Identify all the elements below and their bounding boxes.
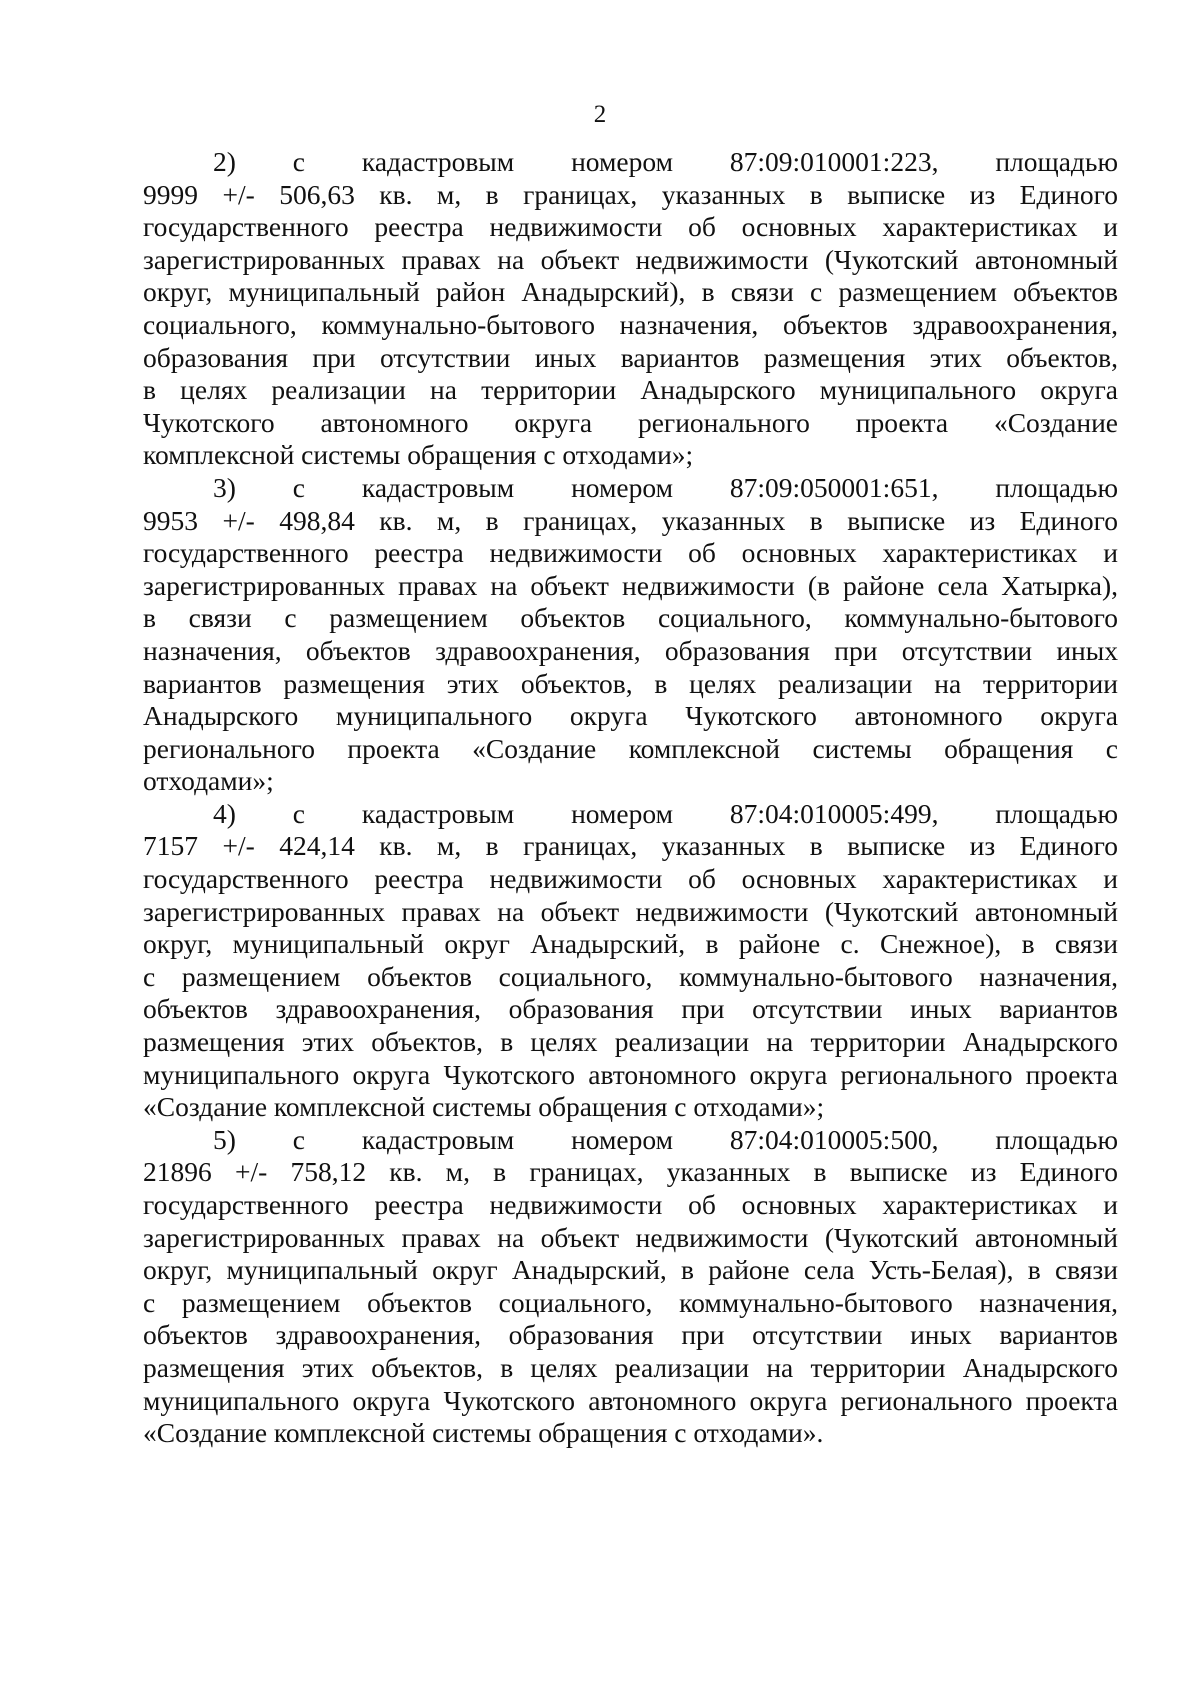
text-line: 4) с кадастровым номером 87:04:010005:499, площадью xyxy=(213,797,1118,829)
text-line: Чукотского автономного округа регионального проекта «Создание xyxy=(143,406,1118,438)
text-line: округ, муниципальный округ Анадырский, в районе села Усть-Белая), в связи xyxy=(143,1254,1118,1286)
text-line: в связи с размещением объектов социального, коммунально-бытового xyxy=(143,602,1118,634)
text-line: государственного реестра недвижимости об основных характеристиках и xyxy=(143,537,1118,569)
text-line: с размещением объектов социального, коммунально-бытового назначения, xyxy=(143,960,1118,992)
text-line: с размещением объектов социального, коммунально-бытового назначения, xyxy=(143,1286,1118,1318)
text-line: «Создание комплексной системы обращения с отходами»; xyxy=(143,1091,825,1123)
text-line: зарегистрированных правах на объект недвижимости (Чукотский автономный xyxy=(143,243,1118,275)
list-item-2 xyxy=(143,146,1118,472)
text-line: округ, муниципальный район Анадырский), в связи с размещением объектов xyxy=(143,276,1118,308)
text-line: 2) с кадастровым номером 87:09:010001:223, площадью xyxy=(213,146,1118,177)
text-line: регионального проекта «Создание комплексной системы обращения с xyxy=(143,732,1118,764)
text-line: 7157 +/- 424,14 кв. м, в границах, указанных в выписке из Единого xyxy=(143,830,1118,862)
text-line: округ, муниципальный округ Анадырский, в районе с. Снежное), в связи xyxy=(143,928,1118,960)
text-line: в целях реализации на территории Анадырского муниципального округа xyxy=(143,374,1118,406)
text-line: «Создание комплексной системы обращения с отходами». xyxy=(143,1417,824,1449)
text-line: отходами»; xyxy=(143,765,274,797)
text-line: размещения этих объектов, в целях реализации на территории Анадырского xyxy=(143,1026,1118,1058)
text-line: объектов здравоохранения, образования при отсутствии иных вариантов xyxy=(143,993,1118,1025)
text-line: объектов здравоохранения, образования при отсутствии иных вариантов xyxy=(143,1319,1118,1351)
text-line: 9953 +/- 498,84 кв. м, в границах, указанных в выписке из Единого xyxy=(143,504,1118,536)
text-line: 9999 +/- 506,63 кв. м, в границах, указанных в выписке из Единого xyxy=(143,178,1118,210)
text-line: Анадырского муниципального округа Чукотского автономного округа xyxy=(143,700,1118,732)
text-line: зарегистрированных правах на объект недвижимости (Чукотский автономный xyxy=(143,1221,1118,1253)
page-number: 2 xyxy=(593,101,607,128)
text-line: образования при отсутствии иных вариантов размещения этих объектов, xyxy=(143,341,1118,373)
text-line: 5) с кадастровым номером 87:04:010005:500, площадью xyxy=(213,1123,1118,1155)
text-line: зарегистрированных правах на объект недвижимости (в районе села Хатырка), xyxy=(143,569,1118,601)
text-line: комплексной системы обращения с отходами»; xyxy=(143,439,694,471)
text-line: вариантов размещения этих объектов, в целях реализации на территории xyxy=(143,667,1118,699)
text-line: зарегистрированных правах на объект недвижимости (Чукотский автономный xyxy=(143,895,1118,927)
text-line: назначения, объектов здравоохранения, образования при отсутствии иных xyxy=(143,634,1118,666)
text-line: государственного реестра недвижимости об основных характеристиках и xyxy=(143,211,1118,243)
list-item-3 xyxy=(143,472,1118,798)
text-line: 3) с кадастровым номером 87:09:050001:651, площадью xyxy=(213,471,1118,503)
document-body xyxy=(143,146,1118,1450)
list-item-5 xyxy=(143,1124,1118,1450)
text-line: муниципального округа Чукотского автономного округа регионального проекта xyxy=(143,1384,1118,1416)
list-item-4 xyxy=(143,798,1118,1124)
text-line: государственного реестра недвижимости об основных характеристиках и xyxy=(143,1189,1118,1220)
text-line: муниципального округа Чукотского автономного округа регионального проекта xyxy=(143,1058,1118,1090)
text-line: размещения этих объектов, в целях реализации на территории Анадырского xyxy=(143,1351,1118,1383)
text-line: социального, коммунально-бытового назначения, объектов здравоохранения, xyxy=(143,308,1118,340)
text-line: государственного реестра недвижимости об основных характеристиках и xyxy=(143,863,1118,895)
text-line: 21896 +/- 758,12 кв. м, в границах, указанных в выписке из Единого xyxy=(143,1156,1118,1188)
